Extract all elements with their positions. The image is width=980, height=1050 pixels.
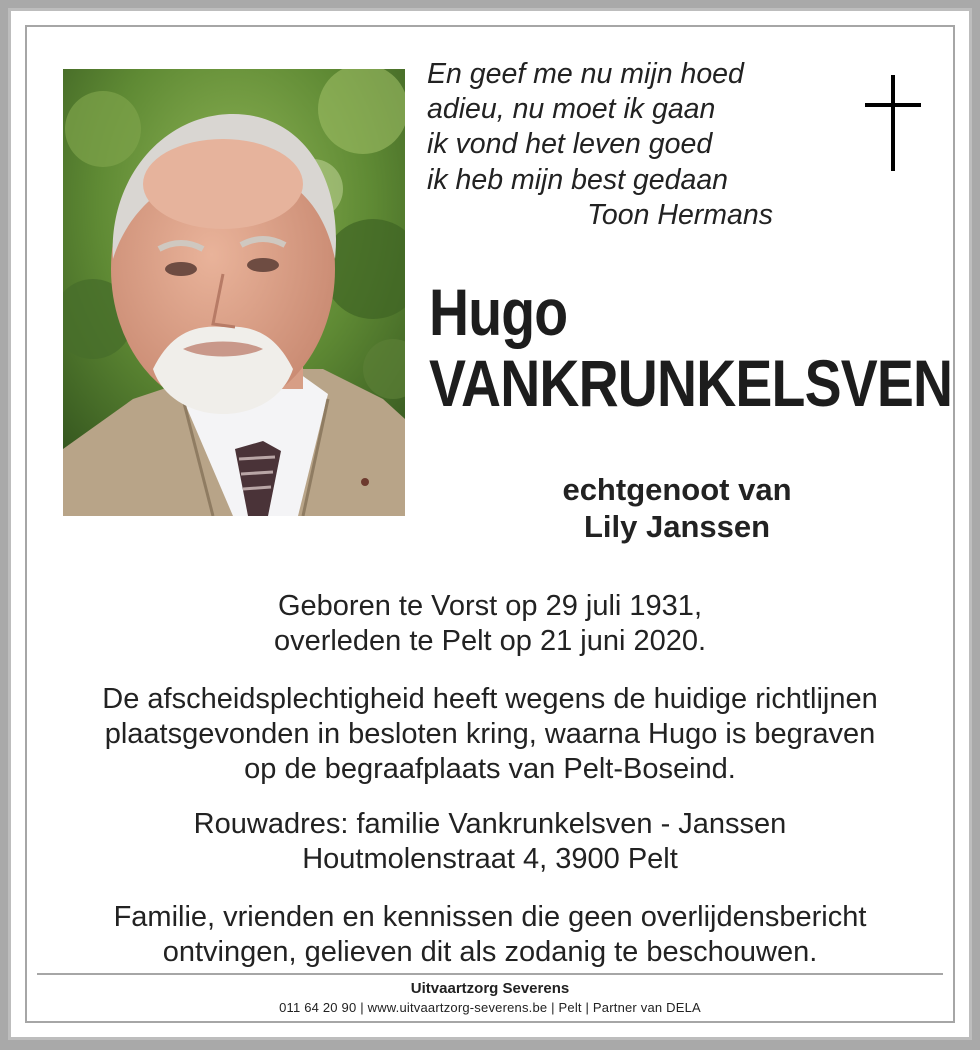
spouse-info: [447, 471, 907, 545]
poem: [427, 57, 787, 233]
mourning-address: [27, 807, 953, 877]
poem-line: ik heb mijn best gedaan: [427, 163, 729, 196]
funeral-home-contact: 011 64 20 90 | www.uitvaartzorg-severens.be | Pelt | Partner van DELA: [279, 1000, 701, 1015]
ceremony-line: op de begraafplaats van Pelt-Boseind.: [244, 753, 736, 785]
footer-divider: [37, 973, 943, 975]
notice-line: ontvingen, gelieven dit als zodanig te beschouwen.: [162, 936, 818, 968]
ceremony-line: plaatsgevonden in besloten kring, waarna Hugo is begraven: [104, 718, 876, 750]
obituary-card: [8, 8, 972, 1040]
birth-line: Geboren te Vorst op 29 juli 1931,: [277, 590, 702, 622]
spouse-relation: echtgenoot van: [562, 472, 792, 507]
death-line: overleden te Pelt op 21 juni 2020.: [273, 625, 707, 657]
last-name: VANKRUNKELSVEN: [429, 346, 953, 420]
notice-line: Familie, vrienden en kennissen die geen overlijdensbericht: [113, 901, 867, 933]
obituary-frame: [25, 25, 955, 1023]
notice-text: [27, 900, 953, 970]
poem-line: ik vond het leven goed: [427, 128, 713, 161]
poem-author: Toon Hermans: [587, 198, 773, 231]
first-name: Hugo: [429, 275, 568, 349]
life-dates: [27, 589, 953, 659]
spouse-name: Lily Janssen: [583, 509, 771, 544]
portrait-photo: [63, 69, 405, 516]
poem-line: En geef me nu mijn hoed: [427, 58, 744, 90]
poem-line: adieu, nu moet ik gaan: [427, 93, 716, 126]
ceremony-text: [27, 682, 953, 787]
cross-icon: [865, 75, 921, 173]
address-line: Rouwadres: familie Vankrunkelsven - Janssen: [193, 808, 787, 840]
ceremony-line: De afscheidsplechtigheid heeft wegens de huidige richtlijnen: [102, 683, 878, 715]
funeral-home-name: Uitvaartzorg Severens: [410, 980, 570, 997]
address-line: Houtmolenstraat 4, 3900 Pelt: [302, 843, 678, 875]
